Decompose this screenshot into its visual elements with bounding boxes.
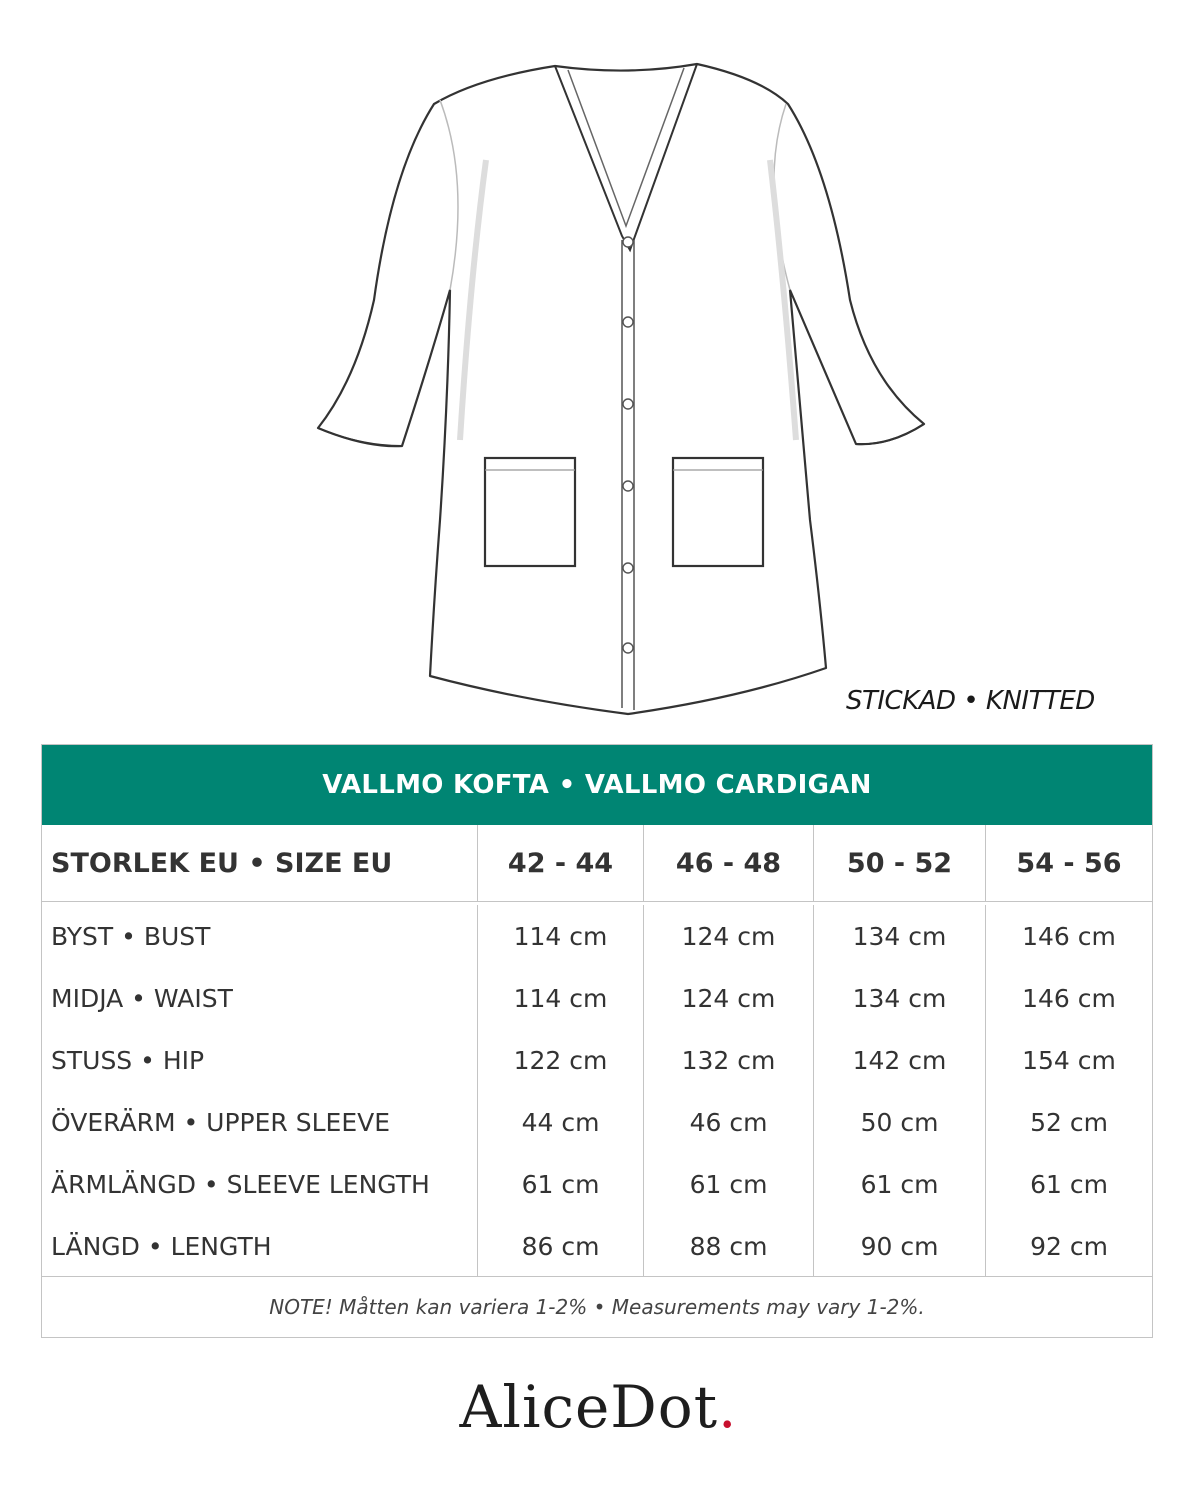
table-cell: 114 cm (478, 967, 644, 1029)
table-cell: 134 cm (814, 967, 986, 1029)
table-cell: 132 cm (644, 1029, 814, 1091)
table-cell: 88 cm (644, 1215, 814, 1277)
row-label: ÄRMLÄNGD • SLEEVE LENGTH (42, 1153, 478, 1215)
table-cell: 86 cm (478, 1215, 644, 1277)
row-label: STUSS • HIP (42, 1029, 478, 1091)
measurement-note: NOTE! Måtten kan variera 1-2% • Measurements may vary 1-2%. (269, 1295, 925, 1319)
table-cell: 146 cm (1022, 921, 1116, 951)
table-cell: 154 cm (1022, 1045, 1116, 1075)
size-header-cell: 50 - 52 (814, 825, 986, 901)
table-cell: 122 cm (478, 1029, 644, 1091)
table-cell: 61 cm (478, 1153, 644, 1215)
measurement-rows (42, 902, 1152, 1277)
garment-type-label: STICKAD • KNITTED (846, 686, 1095, 716)
table-cell: 52 cm (1030, 1107, 1108, 1137)
table-row (42, 1215, 1152, 1277)
table-row (42, 1153, 1152, 1215)
row-label: ÖVERÄRM • UPPER SLEEVE (42, 1091, 478, 1153)
size-header-cell: 54 - 56 (1016, 847, 1122, 879)
size-header-row (42, 825, 1152, 902)
size-header-cell: 46 - 48 (644, 825, 814, 901)
table-cell: 114 cm (478, 905, 644, 967)
row-label: BYST • BUST (42, 905, 478, 967)
table-cell: 92 cm (1030, 1231, 1108, 1261)
row-label: LÄNGD • LENGTH (42, 1215, 478, 1277)
table-cell: 146 cm (1022, 983, 1116, 1013)
table-cell: 124 cm (644, 905, 814, 967)
table-row (42, 1091, 1152, 1153)
row-label: MIDJA • WAIST (42, 967, 478, 1029)
chart-title: VALLMO KOFTA • VALLMO CARDIGAN (42, 745, 1152, 825)
size-header-cell: 42 - 44 (478, 825, 644, 901)
brand-logo (0, 1373, 1197, 1441)
table-cell: 61 cm (644, 1153, 814, 1215)
table-cell: 124 cm (644, 967, 814, 1029)
table-cell: 142 cm (814, 1029, 986, 1091)
table-cell: 61 cm (1030, 1169, 1108, 1199)
table-cell: 61 cm (814, 1153, 986, 1215)
size-header-label: STORLEK EU • SIZE EU (42, 825, 478, 901)
table-row (42, 905, 1152, 967)
brand-dot: . (718, 1373, 738, 1441)
table-cell: 134 cm (814, 905, 986, 967)
table-cell: 44 cm (478, 1091, 644, 1153)
table-cell: 50 cm (814, 1091, 986, 1153)
table-row (42, 967, 1152, 1029)
table-cell: 46 cm (644, 1091, 814, 1153)
table-row (42, 1029, 1152, 1091)
cardigan-sketch (0, 0, 1197, 730)
size-chart (41, 744, 1153, 1338)
table-cell: 90 cm (814, 1215, 986, 1277)
brand-name: AliceDot (459, 1373, 719, 1441)
